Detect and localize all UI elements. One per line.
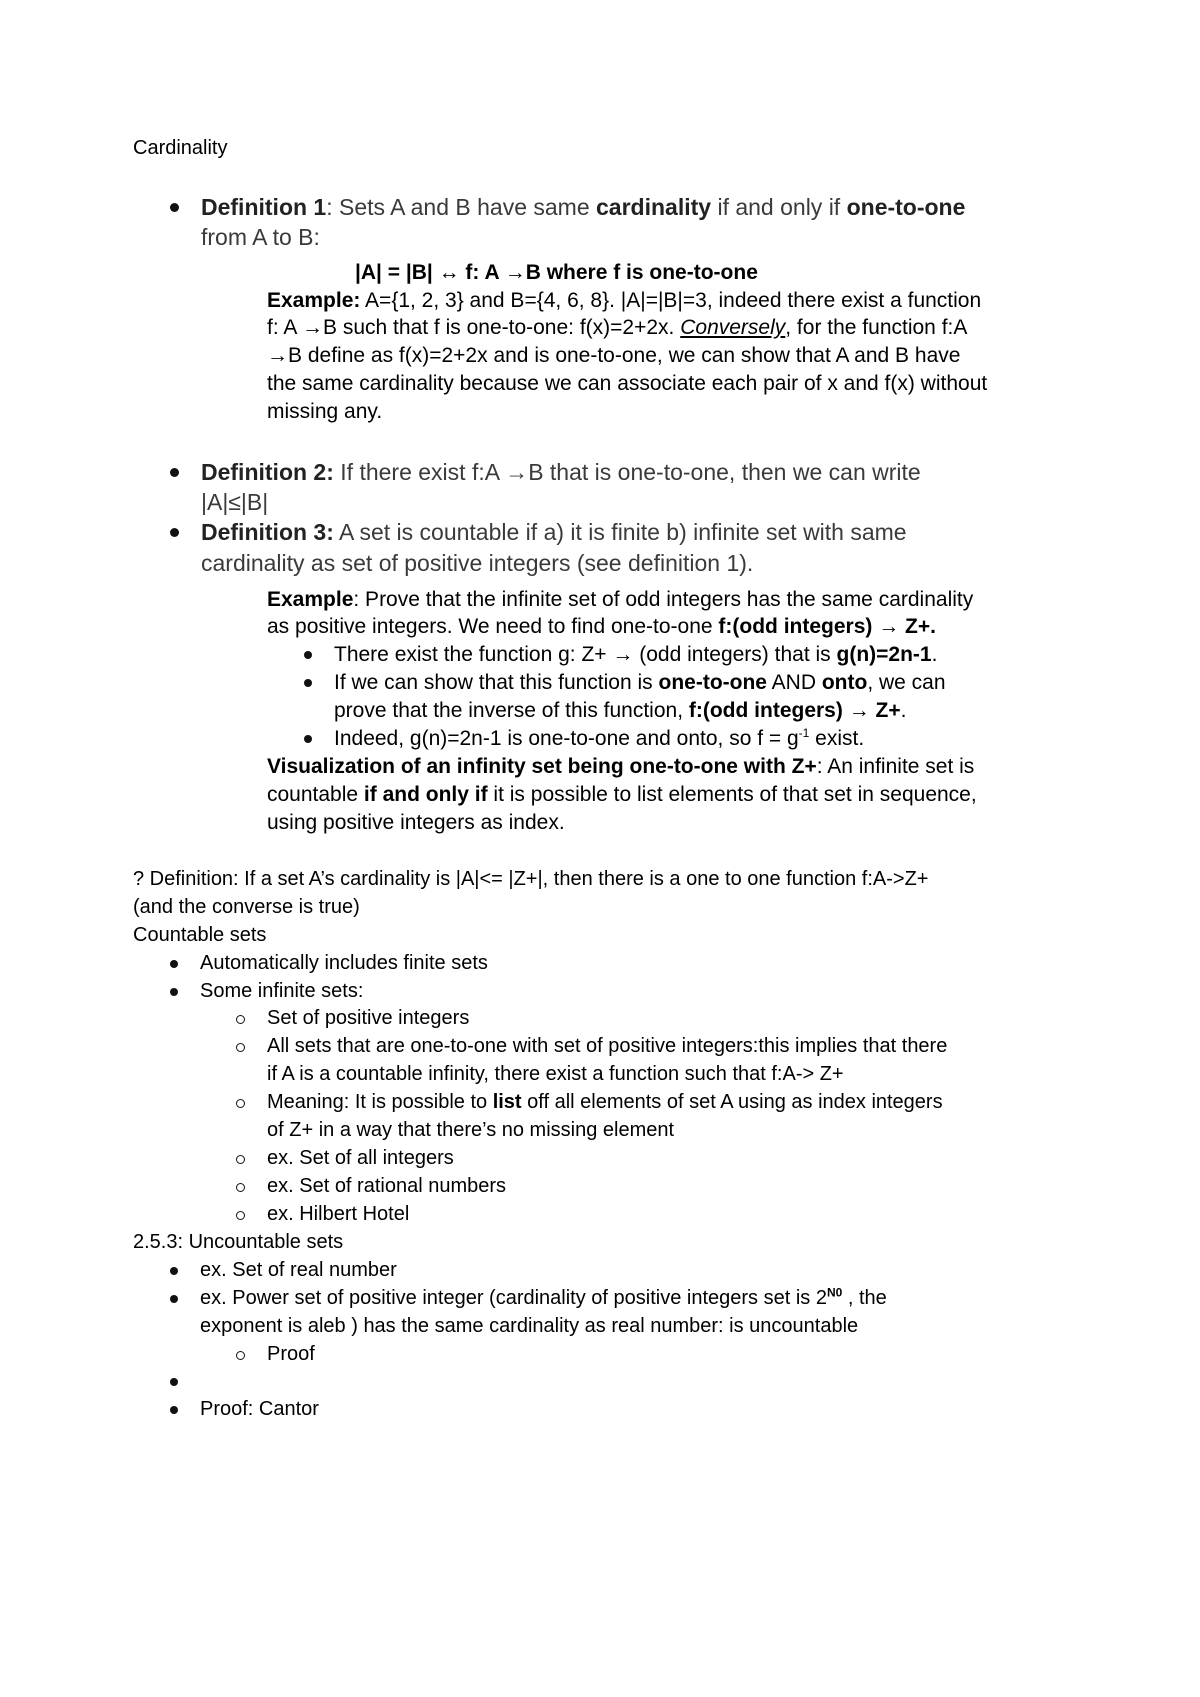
definition-3-line-2: cardinality as set of positive integers (see definition 1). bbox=[201, 550, 754, 576]
bold-text: one-to-one bbox=[846, 194, 966, 220]
uncountable-sets-heading: 2.5.3: Uncountable sets bbox=[133, 1231, 344, 1253]
countable-item-2: Some infinite sets: bbox=[200, 980, 364, 1002]
definition-3 bbox=[201, 516, 907, 549]
text: : Prove that the infinite set of odd integers has the same cardinality bbox=[353, 588, 974, 611]
text: f: A →B such that f is one-to-one: f(x)=2+2x. bbox=[267, 316, 681, 339]
bold-text: cardinality bbox=[596, 194, 712, 220]
bold-text: g(n)=2n-1 bbox=[836, 643, 932, 666]
visualization-line-2 bbox=[267, 780, 977, 810]
countable-subitem-4: ex. Set of all integers bbox=[267, 1147, 454, 1169]
example-1-line-5: missing any. bbox=[267, 400, 383, 423]
bullet bbox=[304, 651, 312, 659]
superscript: N0 bbox=[826, 1285, 843, 1300]
text: , the bbox=[842, 1287, 887, 1309]
sub-bullet bbox=[236, 1183, 245, 1192]
countable-subitem-2-line-2: if A is a countable infinity, there exist a function such that f:A-> Z+ bbox=[267, 1063, 844, 1085]
text: , we can bbox=[867, 671, 946, 694]
text: A set is countable if a) it is finite b) infinite set with same bbox=[333, 519, 907, 545]
emphasis-text: Conversely bbox=[680, 316, 786, 339]
bold-text: list bbox=[492, 1091, 522, 1113]
countable-subitem-2: All sets that are one-to-one with set of positive integers:this implies that there bbox=[267, 1035, 948, 1057]
example-label: Example bbox=[267, 588, 354, 611]
countable-item-1: Automatically includes finite sets bbox=[200, 952, 488, 974]
example-2-line-2 bbox=[267, 612, 936, 642]
countable-subitem-5: ex. Set of rational numbers bbox=[267, 1175, 507, 1197]
sub-bullet bbox=[236, 1351, 245, 1360]
example-1-line-2 bbox=[267, 313, 967, 343]
text: Indeed, g(n)=2n-1 is one-to-one and onto, so f = g bbox=[334, 727, 799, 750]
visualization-line-1 bbox=[267, 752, 974, 782]
empty-bullet bbox=[170, 1378, 178, 1386]
bold-text: onto bbox=[821, 671, 868, 694]
example-2-point-2-line-2 bbox=[334, 696, 906, 726]
text: There exist the function g: Z+ → (odd integers) that is bbox=[334, 643, 837, 666]
text: If we can show that this function is bbox=[334, 671, 659, 694]
countable-subitem-1: Set of positive integers bbox=[267, 1007, 470, 1029]
example-1-line-4: the same cardinality because we can associate each pair of x and f(x) without bbox=[267, 372, 988, 395]
text: countable bbox=[267, 783, 364, 806]
text: : Sets A and B have same bbox=[326, 194, 597, 220]
sub-bullet bbox=[236, 1211, 245, 1220]
definition-1-label: Definition 1 bbox=[201, 194, 327, 220]
example-1-line-3: →B define as f(x)=2+2x and is one-to-one, we can show that A and B have bbox=[267, 344, 961, 367]
definition-2-label: Definition 2: bbox=[201, 459, 334, 485]
example-2-point-2 bbox=[334, 668, 946, 698]
bullet bbox=[170, 1295, 178, 1303]
sub-bullet bbox=[236, 1043, 245, 1052]
countable-subitem-3 bbox=[267, 1087, 943, 1117]
example-2-line-1 bbox=[267, 585, 973, 615]
example-2-point-3 bbox=[334, 724, 864, 754]
bullet bbox=[170, 988, 178, 996]
bold-text: f:(odd integers) → Z+ bbox=[688, 699, 901, 722]
text: it is possible to list elements of that set in sequence, bbox=[487, 783, 977, 806]
bold-text: if and only if bbox=[363, 783, 488, 806]
uncountable-item-4: Proof: Cantor bbox=[200, 1398, 319, 1420]
text: . bbox=[900, 699, 907, 722]
definition-1-line-2: from A to B: bbox=[201, 224, 320, 250]
example-label: Example: bbox=[267, 289, 361, 312]
bullet bbox=[170, 1267, 178, 1275]
superscript: -1 bbox=[798, 726, 810, 740]
text: , for the function f:A bbox=[785, 316, 968, 339]
cardinality-formula: |A| = |B| ↔ f: A →B where f is one-to-one bbox=[355, 261, 758, 284]
bold-text: f:(odd integers) → Z+. bbox=[718, 615, 936, 638]
definition-1 bbox=[201, 191, 965, 224]
text: off all elements of set A using as index integers bbox=[521, 1091, 943, 1113]
page-title: Cardinality bbox=[133, 137, 228, 159]
sub-bullet bbox=[236, 1015, 245, 1024]
sub-bullet bbox=[236, 1099, 245, 1108]
text: ex. Power set of positive integer (cardinality of positive integers set is 2 bbox=[200, 1287, 827, 1309]
text: if and only if bbox=[711, 194, 847, 220]
countable-sets-heading: Countable sets bbox=[133, 924, 267, 946]
bullet bbox=[170, 960, 178, 968]
text: . bbox=[931, 643, 938, 666]
definition-2 bbox=[201, 456, 921, 489]
bold-text: one-to-one bbox=[658, 671, 767, 694]
visualization-line-3: using positive integers as index. bbox=[267, 811, 565, 834]
text: If there exist f:A →B that is one-to-one, then we can write bbox=[333, 459, 921, 485]
countable-subitem-6: ex. Hilbert Hotel bbox=[267, 1203, 410, 1225]
sub-bullet bbox=[236, 1155, 245, 1164]
bullet bbox=[170, 1406, 178, 1414]
bullet bbox=[170, 468, 179, 477]
text: AND bbox=[766, 671, 822, 694]
uncountable-item-2 bbox=[200, 1283, 887, 1313]
bold-text: Visualization of an infinity set being one-to-one with Z+ bbox=[267, 755, 817, 778]
bullet bbox=[170, 203, 179, 212]
text: as positive integers. We need to find one-to-one bbox=[267, 615, 719, 638]
example-1-line-1 bbox=[267, 286, 981, 316]
bullet bbox=[170, 528, 179, 537]
uncountable-item-2-line-2: exponent is aleb ) has the same cardinality as real number: is uncountable bbox=[200, 1315, 859, 1337]
text: Meaning: It is possible to bbox=[267, 1091, 493, 1113]
bullet bbox=[304, 679, 312, 687]
text: : An infinite set is bbox=[816, 755, 975, 778]
definition-3-label: Definition 3: bbox=[201, 519, 334, 545]
text: A={1, 2, 3} and B={4, 6, 8}. |A|=|B|=3, indeed there exist a function bbox=[360, 289, 982, 312]
text: prove that the inverse of this function, bbox=[334, 699, 689, 722]
question-definition-line-1: ? Definition: If a set A’s cardinality is |A|<= |Z+|, then there is a one to one function f:A->Z+ bbox=[133, 868, 929, 890]
question-definition-line-2: (and the converse is true) bbox=[133, 896, 360, 918]
bullet bbox=[304, 735, 312, 743]
definition-2-line-2: |A|≤|B| bbox=[201, 489, 269, 515]
countable-subitem-3-line-2: of Z+ in a way that there’s no missing element bbox=[267, 1119, 675, 1141]
uncountable-item-1: ex. Set of real number bbox=[200, 1259, 397, 1281]
text: exist. bbox=[809, 727, 865, 750]
example-2-point-1 bbox=[334, 640, 937, 670]
uncountable-subitem-1: Proof bbox=[267, 1343, 315, 1365]
